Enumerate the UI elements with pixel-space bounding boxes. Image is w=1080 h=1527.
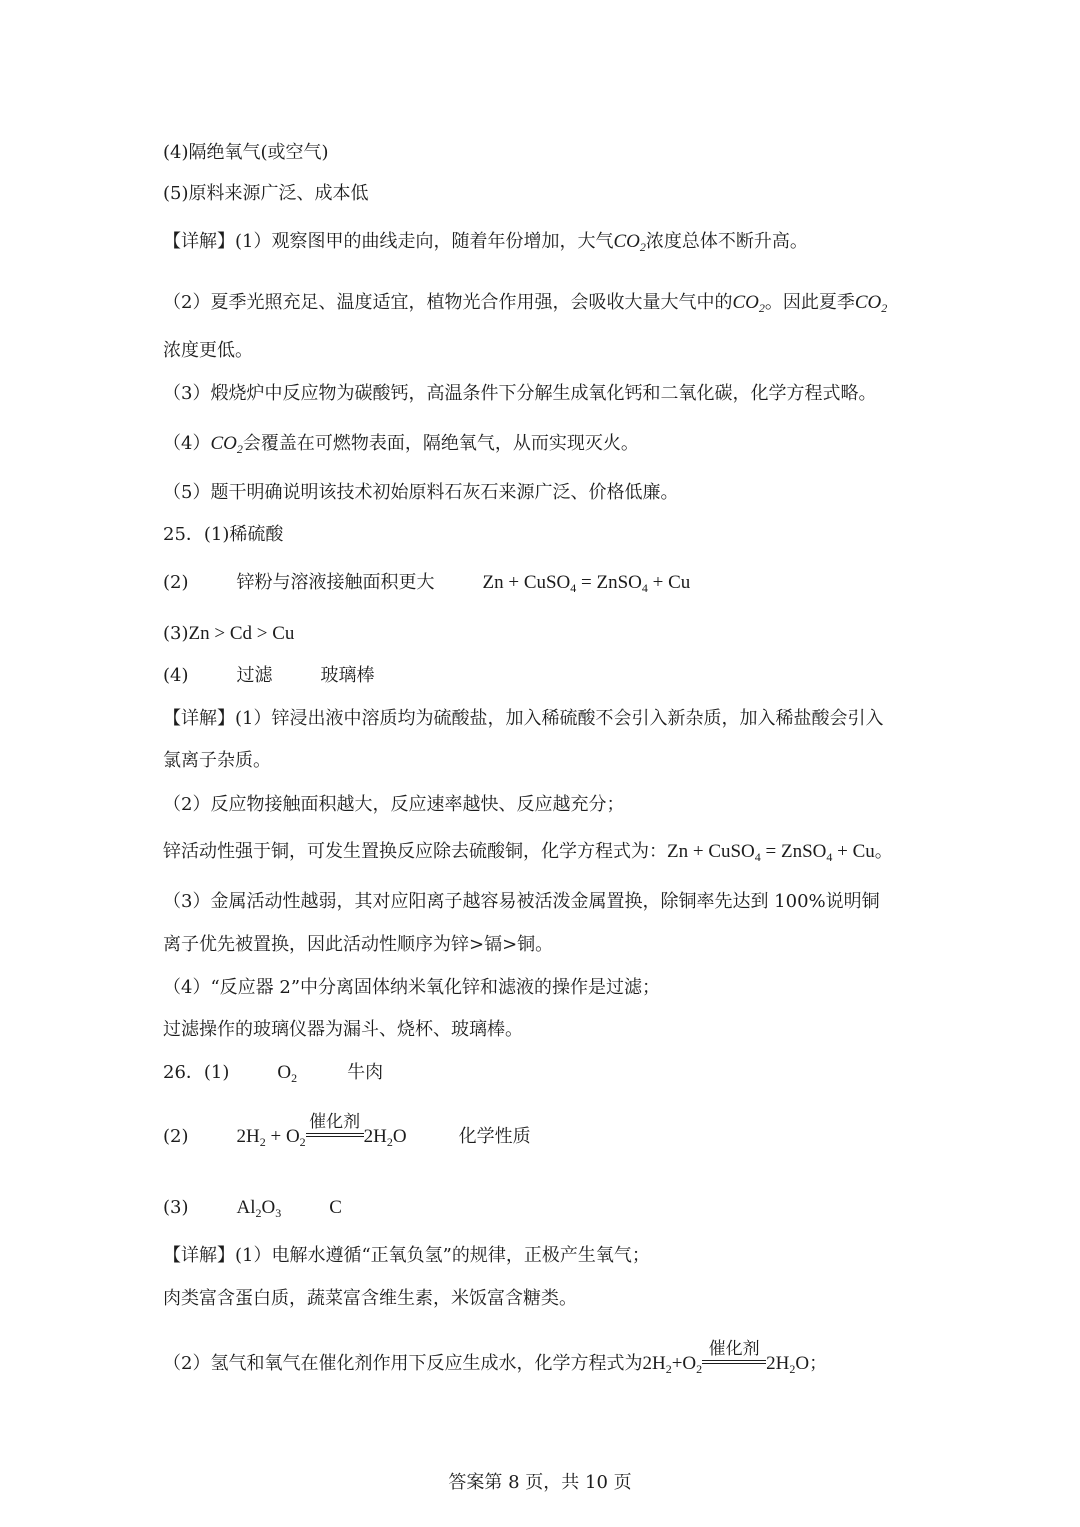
explain-25-2-cont: 锌活动性强于铜，可发生置换反应除去硫酸铜，化学方程式为：Zn + CuSO$_4$ = ZnSO$_4$ + Cu。: [163, 841, 893, 864]
explain-24-2: （2）夏季光照充足、温度适宜，植物光合作用强，会吸收大量大气中的$CO_2$。因此夏季$CO_2$: [163, 292, 888, 315]
answer-24-5: (5)原料来源广泛、成本低: [163, 183, 369, 204]
explain-25-3-cont: 离子优先被置换，因此活动性顺序为锌>镉>铜。: [163, 934, 554, 955]
explain-26-2: （2）氢气和氧气在催化剂作用下反应生成水，化学方程式为$2H_2+O_2$ 催化剂 $2H_2O$；: [163, 1339, 828, 1376]
answer-25-3: (3)Zn > Cd > Cu: [163, 623, 295, 644]
explain-24-3: （3）煅烧炉中反应物为碳酸钙，高温条件下分解生成氧化钙和二氧化碳，化学方程式略。: [163, 383, 877, 404]
equation-zn-cuso4: Zn + CuSO$_4$ = ZnSO$_4$ + Cu: [667, 841, 875, 864]
answer-25-2: (2) 锌粉与溶液接触面积更大 Zn + CuSO$_4$ = ZnSO$_4$ + Cu: [163, 572, 691, 595]
text: 【详解】(1）观察图甲的曲线走向，随着年份增加，大气: [163, 231, 614, 252]
explain-25-4-cont: 过滤操作的玻璃仪器为漏斗、烧杯、玻璃棒。: [163, 1019, 523, 1040]
answer-26-2: (2) $2H_2 + O_2$ 催化剂 $2H_2O$ 化学性质: [163, 1112, 531, 1149]
o2-formula: $O_2$: [277, 1062, 298, 1085]
equation-h2-o2: $2H_2 + O_2$ 催化剂 $2H_2O$: [236, 1112, 407, 1149]
co2-formula: $CO_2$: [854, 292, 888, 315]
explain-25-1-cont: 氯离子杂质。: [163, 750, 271, 771]
equation-h2-o2: $2H_2+O_2$ 催化剂 $2H_2O$: [642, 1339, 810, 1376]
explain-26-1: 【详解】(1）电解水遵循“正氧负氢”的规律，正极产生氧气；: [163, 1245, 650, 1266]
page-footer: 答案第 8 页，共 10 页: [448, 1472, 632, 1493]
answer-26-3: (3) $Al_2O_3$ C: [163, 1197, 342, 1220]
activity-order: Zn > Cd > Cu: [188, 623, 295, 644]
answer-25-1: 25．(1)稀硫酸: [163, 524, 284, 545]
explain-26-1-cont: 肉类富含蛋白质，蔬菜富含维生素，米饭富含糖类。: [163, 1288, 577, 1309]
explain-24-2-cont: 浓度更低。: [163, 340, 253, 361]
explain-25-4: （4）“反应器 2”中分离固体纳米氧化锌和滤液的操作是过滤；: [163, 977, 661, 998]
explain-24-5: （5）题干明确说明该技术初始原料石灰石来源广泛、价格低廉。: [163, 482, 679, 503]
catalyst-arrow: 催化剂: [702, 1354, 766, 1373]
explain-25-1: 【详解】(1）锌浸出液中溶质均为硫酸盐，加入稀硫酸不会引入新杂质，加入稀盐酸会引入: [163, 708, 884, 729]
co2-formula: $CO_2$: [613, 231, 646, 254]
co2-formula: $CO_2$: [732, 292, 765, 315]
explain-25-2: （2）反应物接触面积越大，反应速率越快、反应越充分；: [163, 794, 625, 815]
answer-24-4: (4)隔绝氧气(或空气): [163, 142, 329, 163]
equation-zn-cuso4: Zn + CuSO$_4$ = ZnSO$_4$ + Cu: [482, 572, 691, 595]
answer-25-4: (4) 过滤 玻璃棒: [163, 665, 375, 686]
text: 浓度总体不断升高。: [645, 231, 808, 252]
explain-24-1: [163, 231, 808, 254]
co2-formula: $CO_2$: [210, 433, 243, 456]
explain-24-4: $(4)CO_2$会覆盖在可燃物表面，隔绝氧气，从而实现灭火。: [163, 433, 639, 456]
answer-26-1: 26．(1) $O_2$ 牛肉: [163, 1062, 384, 1085]
explain-25-3: （3）金属活动性越弱，其对应阳离子越容易被活泼金属置换，除铜率先达到 100%说明铜: [163, 891, 880, 912]
catalyst-arrow: 催化剂: [306, 1127, 364, 1146]
al2o3-formula: $Al_2O_3$: [236, 1197, 282, 1220]
